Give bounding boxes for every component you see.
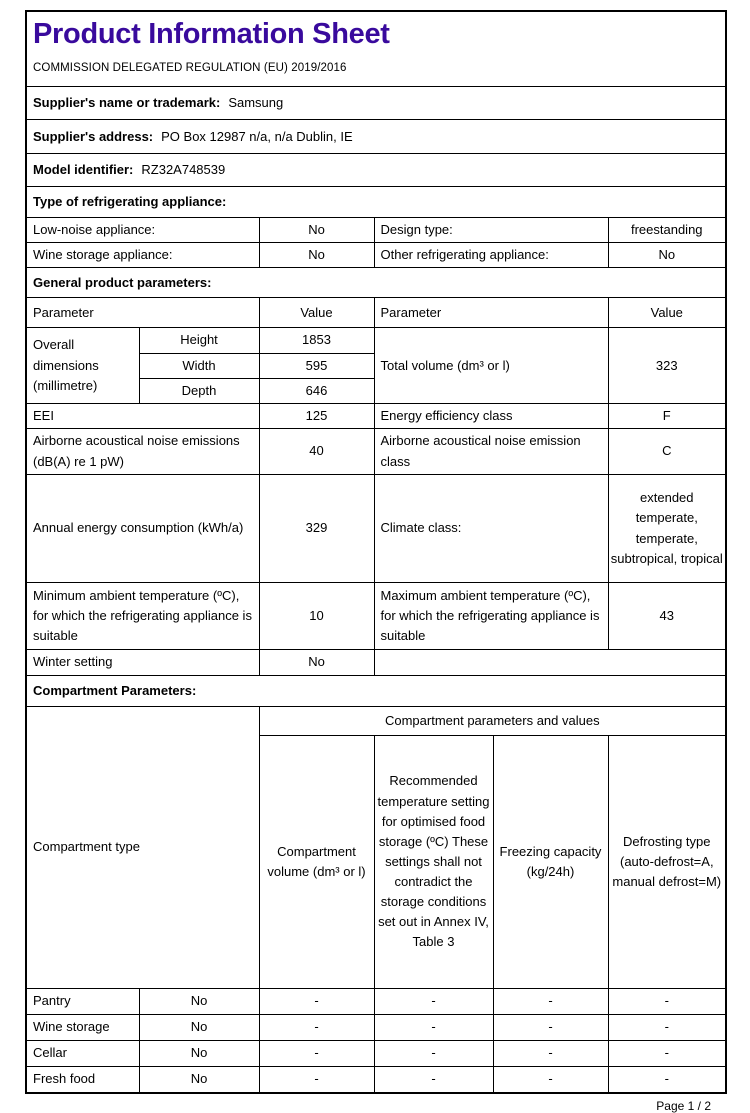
energy-consumption-value: 329 (259, 475, 374, 583)
compartment-temp: - (374, 1041, 493, 1067)
wine-storage-appliance-label: Wine storage appliance: (26, 243, 259, 268)
supplier-name-label: Supplier's name or trademark: (33, 95, 221, 111)
defrosting-type-header: Defrosting type (auto-defrost=A, manual defrost=M) (608, 736, 726, 989)
value-header-left: Value (259, 298, 374, 328)
table-row (26, 218, 726, 243)
compartment-section-heading: Compartment Parameters: (26, 676, 726, 707)
noise-value: 40 (259, 429, 374, 475)
energy-consumption-label: Annual energy consumption (kWh/a) (26, 475, 259, 583)
supplier-name-row (26, 87, 726, 120)
compartment-volume-header: Compartment volume (dm³ or l) (259, 736, 374, 989)
min-temp-label: Minimum ambient temperature (ºC), for which the refrigerating appliance is suitable (26, 583, 259, 650)
general-section-heading: General product parameters: (26, 268, 726, 298)
design-type-value: freestanding (608, 218, 726, 243)
compartment-freezing: - (493, 1041, 608, 1067)
table-row (26, 429, 726, 475)
noise-class-value: C (608, 429, 726, 475)
table-row (26, 583, 726, 650)
param-header-right: Parameter (374, 298, 608, 328)
product-information-sheet (25, 10, 725, 1113)
other-appliance-value: No (608, 243, 726, 268)
supplier-address-label: Supplier's address: (33, 128, 154, 144)
param-header-row (26, 298, 726, 328)
depth-label: Depth (139, 378, 259, 403)
param-header-left: Parameter (26, 298, 259, 328)
model-identifier-label: Model identifier: (33, 162, 134, 178)
freezing-capacity-header: Freezing capacity (kg/24h) (493, 736, 608, 989)
page-number: Page 1 / 2 (656, 1098, 711, 1113)
compartment-volume: - (259, 1067, 374, 1093)
supplier-name-cell (26, 87, 726, 120)
supplier-name-value: Samsung (228, 95, 284, 111)
max-temp-label: Maximum ambient temperature (ºC), for which the refrigerating appliance is suitable (374, 583, 608, 650)
low-noise-value: No (259, 218, 374, 243)
table-row (26, 650, 726, 676)
compartment-present: No (139, 1067, 259, 1093)
supplier-address-row (26, 120, 726, 154)
supplier-address-value: PO Box 12987 n/a, n/a Dublin, IE (161, 128, 353, 144)
compartment-group-header-row (26, 707, 726, 736)
compartment-freezing: - (493, 1015, 608, 1041)
compartment-present: No (139, 1015, 259, 1041)
page-title: Product Information Sheet (33, 18, 390, 50)
regulation-subtitle: COMMISSION DELEGATED REGULATION (EU) 2019/2016 (33, 62, 347, 75)
table-row (26, 1041, 726, 1067)
winter-setting-label: Winter setting (26, 650, 259, 676)
table-row (26, 1067, 726, 1093)
compartment-group-header: Compartment parameters and values (259, 707, 726, 736)
total-volume-label: Total volume (dm³ or l) (374, 328, 608, 403)
total-volume-value: 323 (608, 328, 726, 403)
compartment-defrost: - (608, 1041, 726, 1067)
title-block (26, 11, 726, 87)
empty-cell (374, 650, 726, 676)
dimensions-label: Overall dimensions (millimetre) (26, 328, 139, 403)
value-header-right: Value (608, 298, 726, 328)
compartment-type-header: Compartment type (26, 707, 259, 989)
title-row (26, 11, 726, 87)
energy-class-value: F (608, 403, 726, 428)
compartment-defrost: - (608, 989, 726, 1015)
width-value: 595 (259, 353, 374, 378)
model-identifier-value: RZ32A748539 (141, 162, 226, 178)
min-temp-value: 10 (259, 583, 374, 650)
table-row (26, 1015, 726, 1041)
compartment-name: Cellar (26, 1041, 139, 1067)
type-heading-row (26, 187, 726, 218)
design-type-label: Design type: (374, 218, 608, 243)
depth-value: 646 (259, 378, 374, 403)
table-row (26, 243, 726, 268)
eei-value: 125 (259, 403, 374, 428)
compartment-name: Wine storage (26, 1015, 139, 1041)
noise-label: Airborne acoustical noise emissions (dB(A) re 1 pW) (26, 429, 259, 475)
compartment-freezing: - (493, 1067, 608, 1093)
compartment-present: No (139, 1041, 259, 1067)
table-row (26, 475, 726, 583)
model-identifier-row (26, 154, 726, 187)
model-identifier-cell (26, 154, 726, 187)
type-section-heading: Type of refrigerating appliance: (26, 187, 726, 218)
climate-class-value: extended temperate, temperate, subtropical, tropical (608, 475, 726, 583)
compartment-volume: - (259, 1015, 374, 1041)
noise-class-label: Airborne acoustical noise emission class (374, 429, 608, 475)
compartment-defrost: - (608, 1015, 726, 1041)
compartment-volume: - (259, 1041, 374, 1067)
table-row (26, 989, 726, 1015)
supplier-address-cell (26, 120, 726, 154)
other-appliance-label: Other refrigerating appliance: (374, 243, 608, 268)
compartment-temp: - (374, 1067, 493, 1093)
compartment-temp: - (374, 1015, 493, 1041)
document-table (25, 10, 727, 1094)
general-heading-row (26, 268, 726, 298)
width-label: Width (139, 353, 259, 378)
climate-class-label: Climate class: (374, 475, 608, 583)
max-temp-value: 43 (608, 583, 726, 650)
recommended-temp-header: Recommended temperature setting for optimised food storage (ºC) These settings shall not contradict the storage conditions set out in Annex IV, Table 3 (374, 736, 493, 989)
table-row (26, 328, 726, 353)
compartment-defrost: - (608, 1067, 726, 1093)
wine-storage-appliance-value: No (259, 243, 374, 268)
height-value: 1853 (259, 328, 374, 353)
height-label: Height (139, 328, 259, 353)
compartment-heading-row (26, 676, 726, 707)
compartment-freezing: - (493, 989, 608, 1015)
low-noise-label: Low-noise appliance: (26, 218, 259, 243)
eei-label: EEI (26, 403, 259, 428)
compartment-volume: - (259, 989, 374, 1015)
compartment-name: Fresh food (26, 1067, 139, 1093)
table-row (26, 403, 726, 428)
compartment-name: Pantry (26, 989, 139, 1015)
energy-class-label: Energy efficiency class (374, 403, 608, 428)
compartment-temp: - (374, 989, 493, 1015)
compartment-present: No (139, 989, 259, 1015)
winter-setting-value: No (259, 650, 374, 676)
